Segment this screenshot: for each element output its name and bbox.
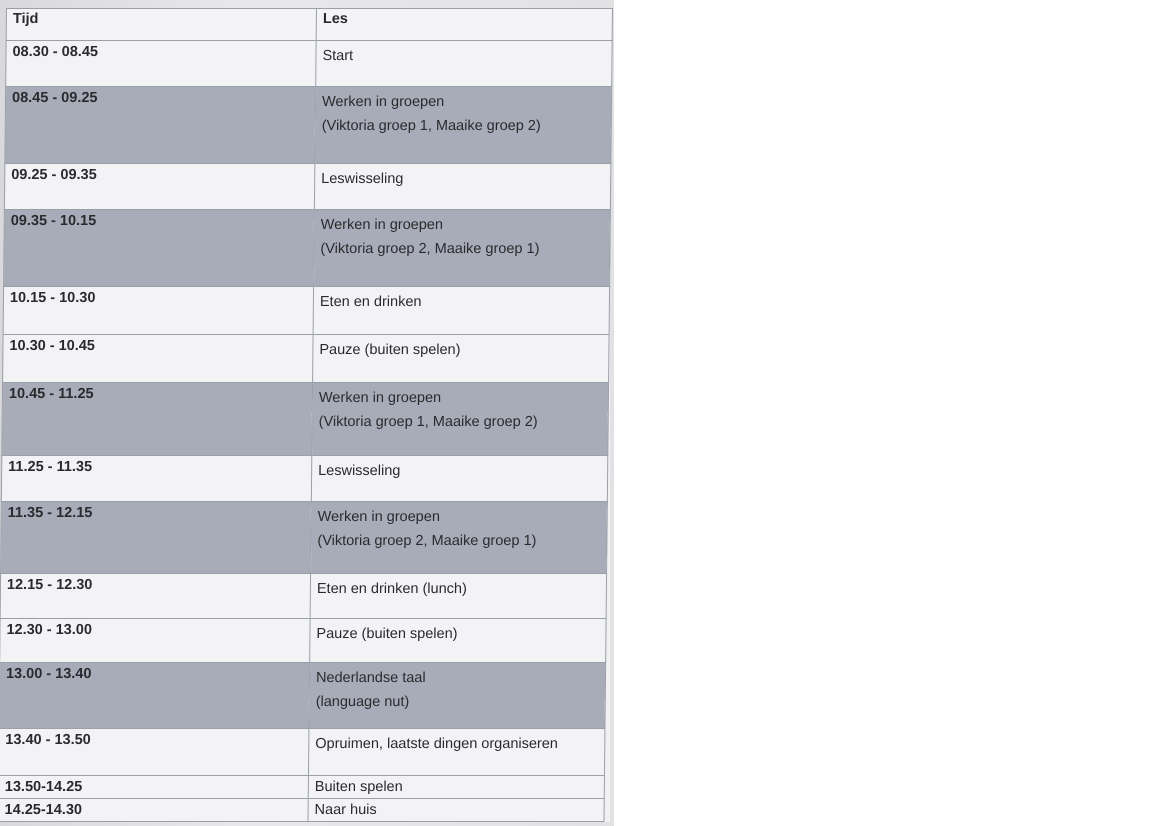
lesson-cell <box>308 729 604 775</box>
lesson-text: Werken in groepen <box>320 217 444 234</box>
lesson-text: Start <box>322 48 354 65</box>
table-row <box>0 574 606 618</box>
lesson-text: Naar huis <box>314 801 377 818</box>
table-row <box>0 662 606 728</box>
time-cell: 08.30 - 08.45 <box>6 41 316 87</box>
lesson-cell <box>310 618 606 662</box>
time-cell: 12.15 - 12.30 <box>0 574 310 618</box>
lesson-text: Leswisseling <box>318 462 401 479</box>
table-row <box>0 618 606 662</box>
lesson-text: Buiten spelen <box>314 778 403 795</box>
header-time: Tijd <box>6 9 316 41</box>
time-cell: 10.15 - 10.30 <box>3 286 314 334</box>
lesson-cell <box>312 383 609 455</box>
lesson-cell <box>308 798 604 821</box>
table-row <box>3 334 610 382</box>
table-row <box>0 729 605 775</box>
lesson-text: (Viktoria groep 1, Maaike groep 2) <box>321 118 541 135</box>
lesson-text: Werken in groepen <box>321 94 445 111</box>
lesson-text: (Viktoria groep 1, Maaike groep 2) <box>318 414 538 431</box>
table-row <box>4 210 611 286</box>
lesson-text: Werken in groepen <box>317 509 441 525</box>
table-row <box>3 286 610 334</box>
lesson-cell <box>311 455 607 501</box>
header-lesson: Les <box>316 9 612 41</box>
time-cell: 09.35 - 10.15 <box>4 210 315 286</box>
lesson-cell <box>316 41 612 87</box>
lesson-cell <box>310 574 606 618</box>
time-cell: 10.45 - 11.25 <box>2 383 313 455</box>
time-cell: 11.35 - 12.15 <box>1 502 312 574</box>
table-row <box>6 41 612 87</box>
lesson-text: Nederlandse taal <box>315 669 426 686</box>
time-cell: 09.25 - 09.35 <box>4 163 314 209</box>
time-cell: 13.40 - 13.50 <box>0 729 309 775</box>
table-row <box>4 163 610 209</box>
time-cell: 13.50-14.25 <box>0 775 308 798</box>
lesson-cell <box>315 87 612 163</box>
lesson-text: (Viktoria groep 2, Maaike groep 1) <box>317 533 537 549</box>
lesson-text: (language nut) <box>315 693 410 710</box>
table-row <box>0 798 604 821</box>
lesson-cell <box>308 775 604 798</box>
time-cell: 11.25 - 11.35 <box>1 455 311 501</box>
lesson-cell <box>313 334 610 382</box>
lesson-text: Pauze (buiten spelen) <box>319 341 461 358</box>
lesson-text: Werken in groepen <box>318 390 442 407</box>
lesson-text: Opruimen, laatste dingen organiseren <box>315 736 558 753</box>
lesson-cell <box>311 502 608 574</box>
table-row <box>0 775 604 798</box>
lesson-cell <box>314 163 610 209</box>
table-row <box>2 383 609 455</box>
table-row <box>1 455 607 501</box>
table-row <box>5 87 612 163</box>
lesson-text: Pauze (buiten spelen) <box>316 625 458 642</box>
time-cell: 12.30 - 13.00 <box>0 618 310 662</box>
lesson-text: Leswisseling <box>321 170 404 187</box>
lesson-text: Eten en drinken (lunch) <box>316 581 467 598</box>
lesson-text: (Viktoria groep 2, Maaike groep 1) <box>320 241 540 258</box>
table-row <box>1 502 608 574</box>
schedule-table <box>0 8 613 822</box>
lesson-cell <box>313 286 610 334</box>
time-cell: 08.45 - 09.25 <box>5 87 316 163</box>
time-cell: 10.30 - 10.45 <box>3 334 314 382</box>
time-cell: 14.25-14.30 <box>0 798 308 821</box>
lesson-cell <box>314 210 611 286</box>
lesson-cell <box>309 662 606 728</box>
time-cell: 13.00 - 13.40 <box>0 662 310 728</box>
lesson-text: Eten en drinken <box>319 293 422 310</box>
header-row <box>6 9 612 41</box>
